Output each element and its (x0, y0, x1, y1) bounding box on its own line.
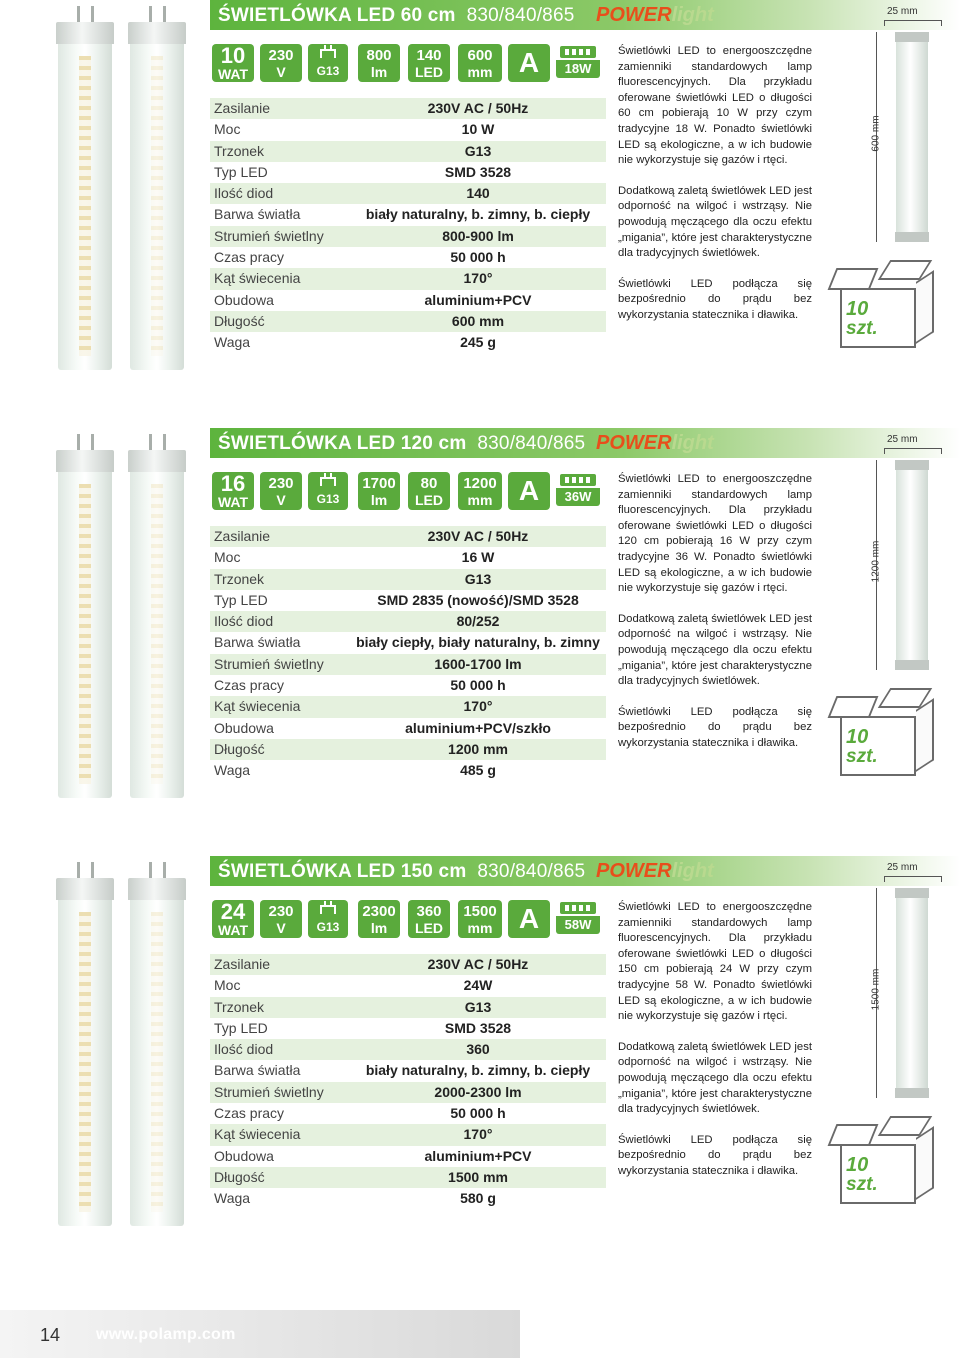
spec-label: Moc (214, 121, 241, 138)
spec-value: 140 (466, 185, 490, 202)
spec-value: 230V AC / 50Hz (427, 956, 529, 972)
energy-class-badge: A (508, 472, 550, 510)
cap-type-badge: G13 (308, 900, 348, 938)
spec-row (210, 183, 606, 204)
spec-value: 245 g (460, 334, 496, 351)
spec-label: Długość (214, 312, 265, 329)
spec-row (210, 204, 606, 225)
diameter-label: 25 mm (887, 862, 918, 873)
spec-label: Trzonek (214, 998, 265, 1015)
brand-logo: POWERlight (596, 4, 714, 26)
spec-value: 580 g (460, 1190, 496, 1207)
product-description (618, 900, 812, 1195)
spec-label: Strumień świetlny (214, 227, 324, 244)
led-tube-frosted (130, 22, 184, 370)
spec-value: 230V AC / 50Hz (427, 100, 529, 116)
energy-class-badge: A (508, 44, 550, 82)
equivalent-badge: 36W (556, 472, 600, 510)
plug-icon (308, 44, 348, 61)
spec-value: 170° (463, 270, 493, 287)
diameter-marker (884, 448, 942, 454)
length-label: 1200 mm (870, 540, 882, 583)
spec-label: Ilość diod (214, 613, 274, 630)
led-tube-lit (58, 878, 112, 1226)
length-badge: 600 mm (458, 44, 502, 82)
spec-row (210, 718, 606, 739)
website-link[interactable]: www.polamp.com (96, 1326, 236, 1343)
footer-bar (0, 1310, 520, 1358)
spec-value: SMD 3528 (444, 163, 512, 180)
energy-class-badge: A (508, 900, 550, 938)
led-tube-frosted (130, 450, 184, 798)
spec-label: Zasilanie (214, 100, 271, 116)
spec-label: Waga (214, 1190, 251, 1207)
spec-value: 50 000 h (450, 1105, 506, 1122)
voltage-badge: 230 V (260, 472, 302, 510)
spec-row (210, 654, 606, 675)
led-count-badge: 80 LED (408, 472, 450, 510)
spec-row (210, 569, 606, 590)
product-description (618, 472, 812, 767)
led-count-badge: 360 LED (408, 900, 450, 938)
spec-label: Ilość diod (214, 1041, 274, 1058)
spec-label: Zasilanie (214, 956, 271, 972)
fluorescent-tube-icon (560, 46, 596, 58)
led-tube-lit (58, 450, 112, 798)
description-paragraph: Świetlówki LED to energooszczędne zamienniki standardowych lamp fluorescencyjnych. Dla przykładu oferowane świetlówki LED o długości 150 cm pobierają 24 W przy czym tradycyjne 58 W. Ponadto świetlówki LED są ekologiczne, a w ich budowie nie wykorzystuje się gazów i rtęci. (618, 901, 812, 1023)
spec-value: biały naturalny, b. zimny, b. ciepły (365, 206, 591, 223)
spec-row (210, 954, 606, 975)
lumen-badge: 2300 lm (358, 900, 400, 938)
description-paragraph: Świetlówki LED to energooszczędne zamienniki standardowych lamp fluorescencyjnych. Dla przykładu oferowane świetlówki LED o długości 120 cm pobierają 16 W przy czym tradycyjne 36 W. Ponadto świetlówki LED są ekologiczne, a w ich budowie nie wykorzystuje się gazów i rtęci. (618, 473, 812, 595)
product-section (0, 428, 960, 828)
length-label: 1500 mm (870, 968, 882, 1011)
spec-value: 1600-1700 lm (434, 655, 522, 672)
product-title: ŚWIETLÓWKA LED 60 cm 830/840/865 (218, 5, 575, 26)
diameter-label: 25 mm (887, 434, 918, 445)
spec-label: Czas pracy (214, 677, 285, 694)
plug-icon (308, 900, 348, 917)
lumen-badge: 1700 lm (358, 472, 400, 510)
page-number: 14 (40, 1325, 61, 1345)
spec-row (210, 1039, 606, 1060)
spec-row (210, 611, 606, 632)
spec-value: 50 000 h (450, 677, 506, 694)
spec-label: Czas pracy (214, 1105, 285, 1122)
diameter-marker (884, 20, 942, 26)
equivalent-badge: 58W (556, 900, 600, 938)
length-badge: 1200 mm (458, 472, 502, 510)
spec-value: G13 (464, 570, 492, 587)
spec-value: 80/252 (456, 613, 500, 630)
spec-value: 800-900 lm (442, 227, 514, 244)
spec-row (210, 98, 606, 119)
product-photo (40, 856, 212, 1226)
spec-row (210, 547, 606, 568)
spec-table (210, 98, 606, 354)
spec-label: Obudowa (214, 719, 274, 736)
spec-label: Waga (214, 762, 251, 779)
spec-label: Kąt świecenia (214, 270, 301, 287)
spec-value: G13 (464, 998, 492, 1015)
spec-row (210, 311, 606, 332)
spec-value: 485 g (460, 762, 496, 779)
spec-label: Trzonek (214, 570, 265, 587)
spec-row (210, 1167, 606, 1188)
spec-label: Moc (214, 977, 241, 994)
spec-value: 24W (463, 977, 493, 994)
led-tube-lit (58, 22, 112, 370)
description-paragraph: Dodatkową zaletą świetlówek LED jest odporność na wilgoć i wstrząsy. Nie powodują męczącego dla oczu efektu „migania”, które jest charakterystyczne dla tradycyjnych świetlówek. (618, 1040, 812, 1116)
spec-table (210, 526, 606, 782)
led-count-badge: 140 LED (408, 44, 450, 82)
spec-value: aluminium+PCV (424, 1147, 532, 1164)
description-paragraph: Świetlówki LED podłącza się bezpośrednio do prądu bez wykorzystania statecznika i dławika. (618, 705, 812, 749)
spec-label: Długość (214, 1168, 265, 1185)
spec-label: Moc (214, 549, 241, 566)
led-tube-frosted (130, 878, 184, 1226)
spec-label: Kąt świecenia (214, 1126, 301, 1143)
spec-value: G13 (464, 142, 492, 159)
spec-row (210, 590, 606, 611)
spec-label: Ilość diod (214, 185, 274, 202)
spec-label: Typ LED (214, 163, 268, 180)
package-box-icon (832, 688, 938, 780)
spec-row (210, 997, 606, 1018)
diameter-marker (884, 876, 942, 882)
fluorescent-tube-icon (560, 474, 596, 486)
fluorescent-tube-icon (560, 902, 596, 914)
spec-label: Typ LED (214, 1019, 268, 1036)
spec-row (210, 975, 606, 996)
spec-value: biały naturalny, b. zimny, b. ciepły (365, 1062, 591, 1079)
product-photo (40, 428, 212, 798)
spec-label: Kąt świecenia (214, 698, 301, 715)
product-title: ŚWIETLÓWKA LED 150 cm 830/840/865 (218, 861, 586, 882)
spec-row (210, 675, 606, 696)
spec-row (210, 1124, 606, 1145)
spec-label: Waga (214, 334, 251, 351)
spec-row (210, 162, 606, 183)
equivalent-badge: 18W (556, 44, 600, 82)
spec-value: biały ciepły, biały naturalny, b. zimny (356, 634, 600, 651)
spec-value: 50 000 h (450, 249, 506, 266)
spec-label: Barwa światła (214, 1062, 301, 1079)
voltage-badge: 230 V (260, 44, 302, 82)
spec-value: 1200 mm (448, 740, 508, 757)
page-footer (0, 1310, 960, 1370)
tube-diagram (896, 460, 928, 670)
spec-value: 16 W (461, 549, 495, 566)
spec-row (210, 1018, 606, 1039)
spec-label: Długość (214, 740, 265, 757)
spec-label: Zasilanie (214, 528, 271, 544)
spec-value: SMD 3528 (444, 1019, 512, 1036)
spec-row (210, 1103, 606, 1124)
spec-label: Obudowa (214, 291, 274, 308)
brand-logo: POWERlight (596, 860, 714, 882)
spec-row (210, 526, 606, 547)
package-box-icon (832, 1116, 938, 1208)
spec-row (210, 1188, 606, 1209)
package-quantity: 10 szt. (846, 726, 878, 767)
spec-value: 230V AC / 50Hz (427, 528, 529, 544)
product-description (618, 44, 812, 339)
spec-row (210, 332, 606, 353)
tube-diagram (896, 888, 928, 1098)
spec-label: Barwa światła (214, 206, 301, 223)
package-quantity: 10 szt. (846, 1154, 878, 1195)
spec-row (210, 290, 606, 311)
spec-value: aluminium+PCV/szkło (405, 719, 551, 736)
spec-label: Typ LED (214, 591, 268, 608)
spec-row (210, 1146, 606, 1167)
spec-row (210, 696, 606, 717)
description-paragraph: Dodatkową zaletą świetlówek LED jest odporność na wilgoć i wstrząsy. Nie powodują męczącego dla oczu efektu „migania”, które jest charakterystyczne dla tradycyjnych świetlówek. (618, 612, 812, 688)
product-section (0, 856, 960, 1256)
spec-value: 360 (466, 1041, 490, 1058)
spec-row (210, 247, 606, 268)
spec-row (210, 1082, 606, 1103)
product-title: ŚWIETLÓWKA LED 120 cm 830/840/865 (218, 433, 586, 454)
spec-label: Strumień świetlny (214, 655, 324, 672)
length-label: 600 mm (870, 115, 882, 152)
cap-type-badge: G13 (308, 472, 348, 510)
spec-label: Obudowa (214, 1147, 274, 1164)
package-box-icon (832, 260, 938, 352)
spec-value: 2000-2300 lm (434, 1083, 522, 1100)
spec-row (210, 141, 606, 162)
voltage-badge: 230 V (260, 900, 302, 938)
spec-value: SMD 2835 (nowość)/SMD 3528 (377, 591, 579, 608)
spec-value: 10 W (461, 121, 495, 138)
lumen-badge: 800 lm (358, 44, 400, 82)
spec-row (210, 1060, 606, 1081)
spec-row (210, 226, 606, 247)
spec-label: Strumień świetlny (214, 1083, 324, 1100)
product-section (0, 0, 960, 400)
spec-label: Czas pracy (214, 249, 285, 266)
spec-label: Barwa światła (214, 634, 301, 651)
product-photo (40, 0, 212, 370)
spec-row (210, 739, 606, 760)
cap-type-badge: G13 (308, 44, 348, 82)
plug-icon (308, 472, 348, 489)
spec-row (210, 760, 606, 781)
spec-value: 170° (463, 1126, 493, 1143)
power-badge: 24 WAT (212, 900, 254, 938)
package-quantity: 10 szt. (846, 298, 878, 339)
description-paragraph: Świetlówki LED to energooszczędne zamienniki standardowych lamp fluorescencyjnych. Dla przykładu oferowane świetlówki LED o długości 60 cm pobierają 10 W przy czym tradycyjne 18 W. Ponadto świetlówki LED są ekologiczne, a w ich budowie nie wykorzystuje się gazów i rtęci. (618, 45, 812, 167)
power-badge: 16 WAT (212, 472, 254, 510)
tube-diagram (896, 32, 928, 242)
length-badge: 1500 mm (458, 900, 502, 938)
power-badge: 10 WAT (212, 44, 254, 82)
spec-value: 170° (463, 698, 493, 715)
description-paragraph: Świetlówki LED podłącza się bezpośrednio do prądu bez wykorzystania statecznika i dławika. (618, 1133, 812, 1177)
spec-row (210, 632, 606, 653)
spec-value: 600 mm (451, 312, 505, 329)
spec-label: Trzonek (214, 142, 265, 159)
description-paragraph: Świetlówki LED podłącza się bezpośrednio do prądu bez wykorzystania statecznika i dławika. (618, 277, 812, 321)
spec-row (210, 119, 606, 140)
brand-logo: POWERlight (596, 432, 714, 454)
spec-value: 1500 mm (448, 1168, 508, 1185)
spec-value: aluminium+PCV (424, 291, 532, 308)
spec-row (210, 268, 606, 289)
description-paragraph: Dodatkową zaletą świetlówek LED jest odporność na wilgoć i wstrząsy. Nie powodują męczącego dla oczu efektu „migania”, które jest charakterystyczne dla tradycyjnych świetlówek. (618, 184, 812, 260)
spec-table (210, 954, 606, 1210)
diameter-label: 25 mm (887, 6, 918, 17)
